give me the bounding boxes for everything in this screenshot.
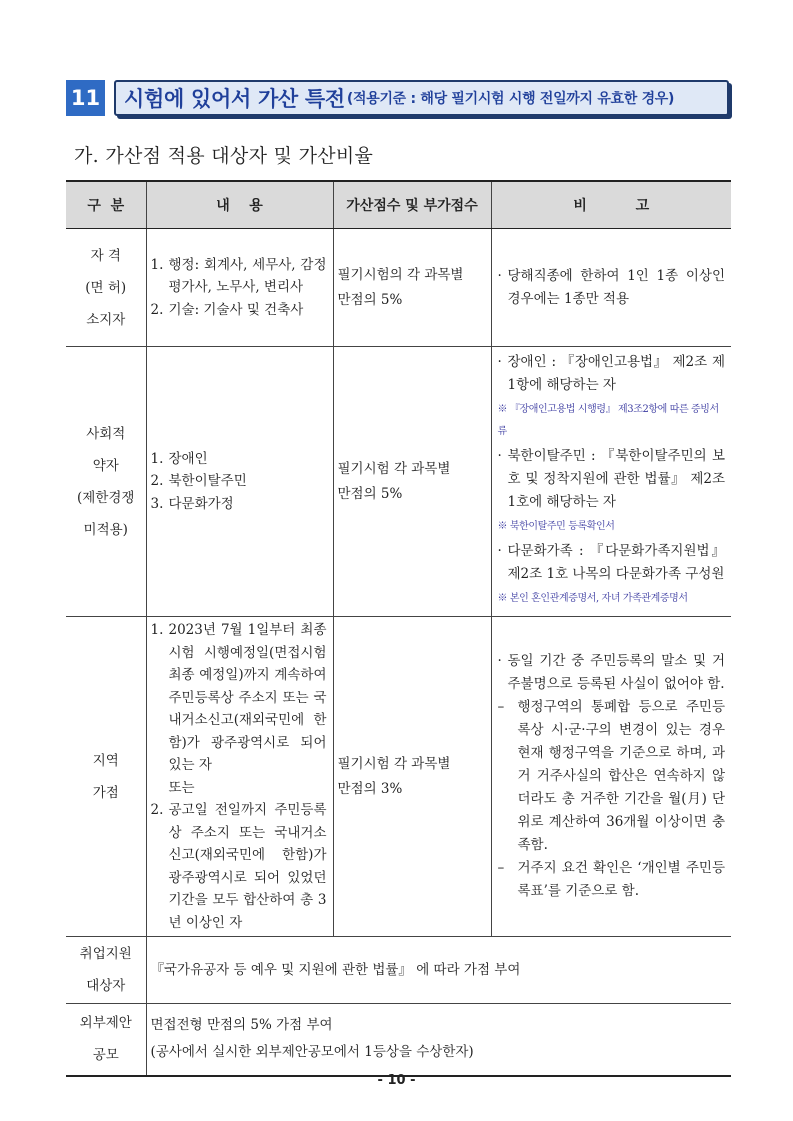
bullet-icon: · (497, 543, 502, 559)
table-row (66, 347, 731, 617)
row-content (146, 347, 333, 617)
content-item (151, 619, 327, 777)
note-bullet-item (498, 540, 726, 586)
category-line: (제한경쟁 (77, 489, 135, 506)
score-line: 만점의 5% (337, 485, 403, 502)
content-number: 2. (150, 802, 164, 818)
section-number: 11 (66, 80, 105, 116)
category-line: 공모 (92, 1047, 119, 1064)
content-text: 북한이탈주민 (168, 473, 247, 490)
note-text: 다문화가족 : 『다문화가족지원법』 제2조 1호 나목의 다문화가족 구성원 (507, 543, 725, 582)
dash-icon: – (497, 699, 505, 715)
content-text: 다문화가정 (168, 495, 234, 512)
content-item (151, 493, 327, 516)
content-item (151, 470, 327, 493)
category-line: 취업지원 (79, 946, 132, 962)
row-category (66, 1004, 146, 1076)
score-line: 필기시험 각 과목별 (337, 755, 451, 772)
note-reference: ※ 북한이탈주민 등록확인서 (497, 521, 615, 532)
note-text: 북한이탈주민 : 『북한이탈주민의 보호 및 정착지원에 관한 법률』 제2조 1호에 해당하는 자 (507, 448, 725, 510)
content-item (151, 777, 327, 800)
note-text: 행정구역의 통폐합 등으로 주민등록상 시·군·구의 변경이 있는 경우 현재 행정구역을 기준으로 하며, 과거 거주사실의 합산은 연속하지 않더라도 총 거주한 기간을 월(月) 단위로 계산하여 36개월 이상이면 충족함. (517, 699, 725, 853)
category-line: 가점 (92, 784, 119, 801)
row-category (66, 937, 146, 1004)
row-notes (491, 229, 731, 347)
category-line: 대상자 (86, 978, 126, 994)
merged-line: 면접전형 만점의 5% 가점 부여 (150, 1017, 333, 1034)
bonus-points-table (66, 180, 731, 1077)
score-line: 만점의 5% (337, 291, 403, 308)
category-line: 지역 (92, 752, 119, 769)
section-title-sub: (적용기준 : 해당 필기시험 시행 전일까지 유효한 경우) (346, 91, 675, 107)
header-score: 가산점수 및 부가점수 (333, 181, 491, 229)
content-text: 공고일 전일까지 주민등록상 주소지 또는 국내거소 신고(재외국민에 한함)가 광주광역시로 되어 있었던 기간을 모두 합산하여 총 3년 이상인 자 (168, 802, 327, 931)
category-line: 소지자 (86, 311, 126, 328)
row-score (333, 229, 491, 347)
section-header (66, 80, 729, 116)
row-notes (491, 617, 731, 937)
row-score (333, 617, 491, 937)
row-notes (491, 347, 731, 617)
content-item (151, 299, 327, 322)
content-item (151, 799, 327, 934)
table-row (66, 617, 731, 937)
note-text: 당해직종에 한하여 1인 1종 이상인 경우에는 1종만 적용 (507, 267, 725, 307)
score-line: 만점의 3% (337, 780, 403, 797)
content-list (151, 448, 327, 516)
dash-icon: – (497, 860, 505, 876)
content-list (151, 619, 327, 934)
note-reference: ※ 본인 혼인관계증명서, 자녀 가족관계증명서 (497, 593, 688, 604)
table-row (66, 229, 731, 347)
header-category: 구 분 (66, 181, 146, 229)
note-dash-item (498, 696, 726, 857)
merged-line: (공사에서 실시한 외부제안공모에서 1등상을 수상한자) (150, 1044, 474, 1061)
section-title-box (114, 80, 729, 116)
category-line: 외부제안 (79, 1015, 132, 1032)
note-reference: ※ 『장애인고용법 시행령』 제3조2항에 따른 증빙서류 (497, 404, 719, 437)
header-content: 내 용 (146, 181, 333, 229)
category-line: 자 격 (90, 247, 121, 264)
content-list (151, 254, 327, 322)
row-merged-content (146, 937, 731, 1004)
content-number: 1. (150, 622, 164, 638)
table-row (66, 1004, 731, 1076)
bullet-icon: · (497, 653, 502, 669)
row-score (333, 347, 491, 617)
category-line: 약자 (92, 457, 119, 474)
content-number: 2. (150, 473, 164, 490)
content-text: 2023년 7월 1일부터 최종 시험 시행예정일(면접시험 최종 예정일)까지 계속하여 주민등록상 주소지 또는 국내거소신고(재외국민에 한함)가 광주광역시로 되어 있는 자 (168, 622, 327, 773)
note-bullet-item (498, 650, 726, 696)
header-notes: 비 고 (491, 181, 731, 229)
content-number: 1. (150, 256, 164, 273)
row-content (146, 229, 333, 347)
content-text: 장애인 (168, 450, 208, 467)
row-category (66, 229, 146, 347)
content-text: 또는 (168, 779, 195, 796)
category-line: 사회적 (86, 425, 126, 442)
row-content (146, 617, 333, 937)
note-bullet-item (498, 351, 726, 397)
note-bullet-item (498, 445, 726, 514)
note-bullet-item (498, 265, 726, 311)
section-title: 시험에 있어서 가산 특전 (124, 87, 345, 111)
page-number: - 10 - (377, 1073, 416, 1088)
content-item (151, 448, 327, 471)
content-number: 2. (150, 301, 164, 318)
row-category (66, 617, 146, 937)
content-item (151, 254, 327, 299)
bullet-icon: · (497, 448, 502, 464)
table-row (66, 937, 731, 1004)
merged-line: 『국가유공자 등 예우 및 지원에 관한 법률』 에 따라 가점 부여 (150, 961, 521, 978)
note-dash-item (498, 857, 726, 903)
note-text: 장애인 : 『장애인고용법』 제2조 제1항에 해당하는 자 (507, 354, 725, 393)
content-text: 행정: 회계사, 세무사, 감정평가사, 노무사, 변리사 (168, 256, 327, 296)
category-line: (면 허) (85, 279, 127, 296)
category-line: 미적용) (83, 521, 128, 538)
row-category (66, 347, 146, 617)
score-line: 필기시험 각 과목별 (337, 460, 451, 477)
note-text: 동일 기간 중 주민등록의 말소 및 거주불명으로 등록된 사실이 없어야 함. (507, 653, 725, 692)
content-number: 1. (150, 450, 164, 467)
bullet-icon: · (497, 354, 502, 370)
note-text: 거주지 요건 확인은 ‘개인별 주민등록표’를 기준으로 함. (517, 860, 725, 899)
table-header-row (66, 181, 731, 229)
score-line: 필기시험의 각 과목별 (337, 266, 464, 283)
content-text: 기술: 기술사 및 건축사 (168, 301, 304, 318)
bullet-icon: · (497, 267, 502, 284)
content-number: 3. (150, 495, 164, 512)
row-merged-content (146, 1004, 731, 1076)
subtitle: 가. 가산점 적용 대상자 및 가산비율 (74, 145, 374, 167)
